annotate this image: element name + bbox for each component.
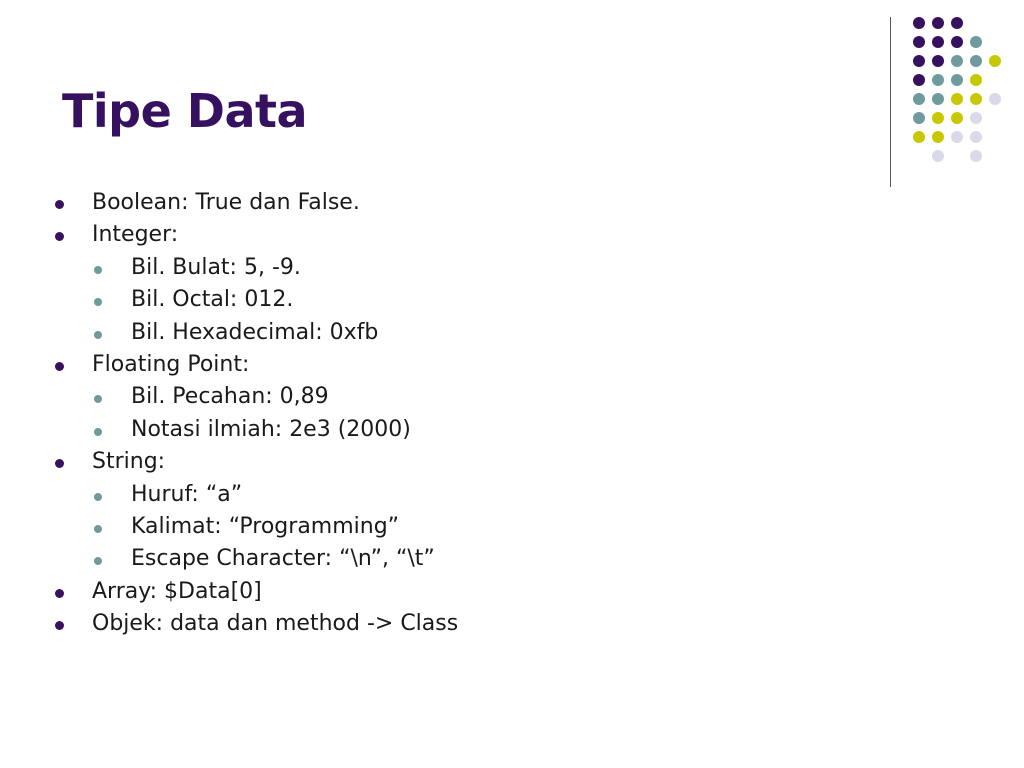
- sub-bullet-item: [0, 252, 860, 284]
- sub-bullet-dot-icon: [94, 298, 102, 306]
- bullet-dot-icon: [55, 362, 64, 371]
- deco-dot: [970, 131, 982, 143]
- sub-bullet-item: [0, 511, 860, 543]
- bullet-dot-icon: [55, 589, 64, 598]
- deco-dot: [913, 93, 925, 105]
- sub-bullet-text: Kalimat: “Programming”: [131, 513, 400, 539]
- sub-bullet-item: [0, 414, 860, 446]
- slide-title: Tipe Data: [62, 84, 308, 138]
- sub-bullet-dot-icon: [94, 331, 102, 339]
- bullet-item: [0, 446, 860, 478]
- title-divider-line: [890, 17, 891, 187]
- bullet-item: [0, 187, 860, 219]
- bullet-dot-icon: [55, 232, 64, 241]
- sub-bullet-dot-icon: [94, 266, 102, 274]
- deco-dot: [913, 36, 925, 48]
- deco-dot: [932, 36, 944, 48]
- deco-dot: [970, 36, 982, 48]
- deco-dot: [913, 55, 925, 67]
- deco-dot: [989, 55, 1001, 67]
- sub-bullet-item: [0, 317, 860, 349]
- bullet-item: [0, 219, 860, 251]
- sub-bullet-text: Bil. Octal: 012.: [131, 287, 294, 313]
- deco-dot: [970, 112, 982, 124]
- bullet-text: Array: $Data[0]: [92, 578, 262, 604]
- deco-dot: [951, 55, 963, 67]
- bullet-item: [0, 576, 860, 608]
- sub-bullet-dot-icon: [94, 428, 102, 436]
- sub-bullet-item: [0, 543, 860, 575]
- deco-dot: [932, 112, 944, 124]
- bullet-item: [0, 349, 860, 381]
- deco-dot: [989, 93, 1001, 105]
- sub-bullet-text: Bil. Pecahan: 0,89: [131, 384, 329, 410]
- deco-dot: [951, 74, 963, 86]
- deco-dot: [951, 17, 963, 29]
- deco-dot: [932, 17, 944, 29]
- deco-dot: [951, 93, 963, 105]
- bullet-text: Objek: data dan method -> Class: [92, 611, 459, 637]
- sub-bullet-dot-icon: [94, 395, 102, 403]
- sub-bullet-text: Notasi ilmiah: 2e3 (2000): [131, 416, 411, 442]
- sub-bullet-text: Huruf: “a”: [131, 481, 243, 507]
- deco-dot: [951, 131, 963, 143]
- sub-bullet-text: Bil. Bulat: 5, -9.: [131, 254, 301, 280]
- deco-dot: [951, 112, 963, 124]
- deco-dot: [932, 55, 944, 67]
- deco-dot: [932, 131, 944, 143]
- bullet-text: Boolean: True dan False.: [92, 190, 360, 215]
- deco-dot: [970, 55, 982, 67]
- bullet-dot-icon: [55, 200, 64, 209]
- sub-bullet-text: Escape Character: “\n”, “\t”: [131, 546, 435, 572]
- bullet-dot-icon: [55, 621, 64, 630]
- sub-bullet-dot-icon: [94, 557, 102, 565]
- sub-bullet-item: [0, 479, 860, 511]
- bullet-item: [0, 608, 860, 640]
- deco-dot: [913, 112, 925, 124]
- bullet-text: Integer:: [92, 222, 179, 248]
- sub-bullet-dot-icon: [94, 525, 102, 533]
- deco-dot: [932, 74, 944, 86]
- deco-dot: [913, 17, 925, 29]
- deco-dot: [932, 150, 944, 162]
- deco-dot: [970, 150, 982, 162]
- deco-dot: [913, 131, 925, 143]
- deco-dot: [951, 36, 963, 48]
- bullet-list: [0, 187, 860, 640]
- bullet-text: String:: [92, 449, 166, 475]
- sub-bullet-dot-icon: [94, 493, 102, 501]
- deco-dot: [970, 93, 982, 105]
- sub-bullet-item: [0, 284, 860, 316]
- bullet-dot-icon: [55, 459, 64, 468]
- bullet-text: Floating Point:: [92, 351, 250, 377]
- deco-dot: [913, 74, 925, 86]
- sub-bullet-item: [0, 381, 860, 413]
- deco-dot: [970, 74, 982, 86]
- deco-dot: [932, 93, 944, 105]
- sub-bullet-text: Bil. Hexadecimal: 0xfb: [131, 319, 379, 345]
